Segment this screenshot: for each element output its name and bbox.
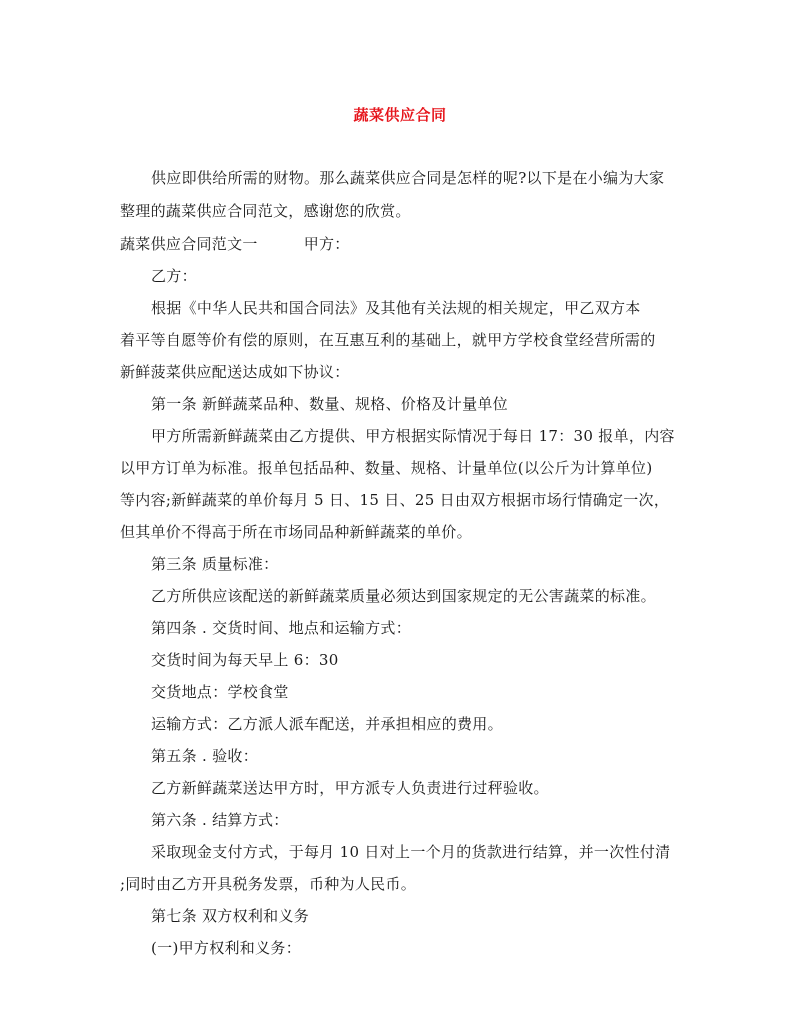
article-3-line-1: 乙方所供应该配送的新鲜蔬菜质量必须达到国家规定的无公害蔬菜的标准。 <box>151 587 656 605</box>
sample-heading: 蔬菜供应合同范文一 <box>120 235 258 253</box>
article-3-heading: 第三条 质量标准： <box>151 555 279 573</box>
preamble-line-1: 根据《中华人民共和国合同法》及其他有关法规的相关规定，甲乙双方本 <box>151 299 641 317</box>
preamble-line-3: 新鲜菠菜供应配送达成如下协议： <box>120 363 350 381</box>
article-5-line-1: 乙方新鲜蔬菜送达甲方时，甲方派专人负责进行过秤验收。 <box>151 779 549 797</box>
article-1-heading: 第一条 新鲜蔬菜品种、数量、规格、价格及计量单位 <box>151 395 508 413</box>
preamble-line-2: 着平等自愿等价有偿的原则，在互惠互利的基础上，就甲方学校食堂经营所需的 <box>120 331 656 349</box>
article-6-line-2: ;同时由乙方开具税务发票，币种为人民币。 <box>120 875 417 893</box>
article-1-line-1: 甲方所需新鲜蔬菜由乙方提供、甲方根据实际情况于每日 17：30 报单，内容 <box>151 427 675 445</box>
article-1-line-3: 等内容;新鲜蔬菜的单价每月 5 日、15 日、25 日由双方根据市场行情确定一次， <box>120 491 670 509</box>
document-title: 蔬菜供应合同 <box>353 106 447 124</box>
article-6-line-1: 采取现金支付方式，于每月 10 日对上一个月的货款进行结算，并一次性付清 <box>151 843 671 861</box>
article-6-heading: 第六条 . 结算方式： <box>151 811 289 829</box>
article-4-line-1: 交货时间为每天早上 6：30 <box>151 651 339 669</box>
intro-line-1: 供应即供给所需的财物。那么蔬菜供应合同是怎样的呢?以下是在小编为大家 <box>151 169 665 187</box>
party-a-label: 甲方： <box>303 235 350 253</box>
party-b-label: 乙方： <box>151 267 197 285</box>
intro-line-2: 整理的蔬菜供应合同范文，感谢您的欣赏。 <box>120 202 411 220</box>
article-7-heading: 第七条 双方权利和义务 <box>151 907 310 925</box>
article-7-subheading: (一)甲方权利和义务： <box>151 939 302 957</box>
article-1-line-4: 但其单价不得高于所在市场同品种新鲜蔬菜的单价。 <box>120 523 472 541</box>
article-4-line-2: 交货地点：学校食堂 <box>151 683 289 701</box>
sample-heading-row <box>120 233 350 254</box>
article-5-heading: 第五条 . 验收： <box>151 747 259 765</box>
article-4-heading: 第四条 . 交货时间、地点和运输方式： <box>151 619 412 637</box>
article-1-line-2: 以甲方订单为标准。报单包括品种、数量、规格、计量单位(以公斤为计算单位) <box>120 459 653 477</box>
article-4-line-3: 运输方式：乙方派人派车配送，并承担相应的费用。 <box>151 715 503 733</box>
